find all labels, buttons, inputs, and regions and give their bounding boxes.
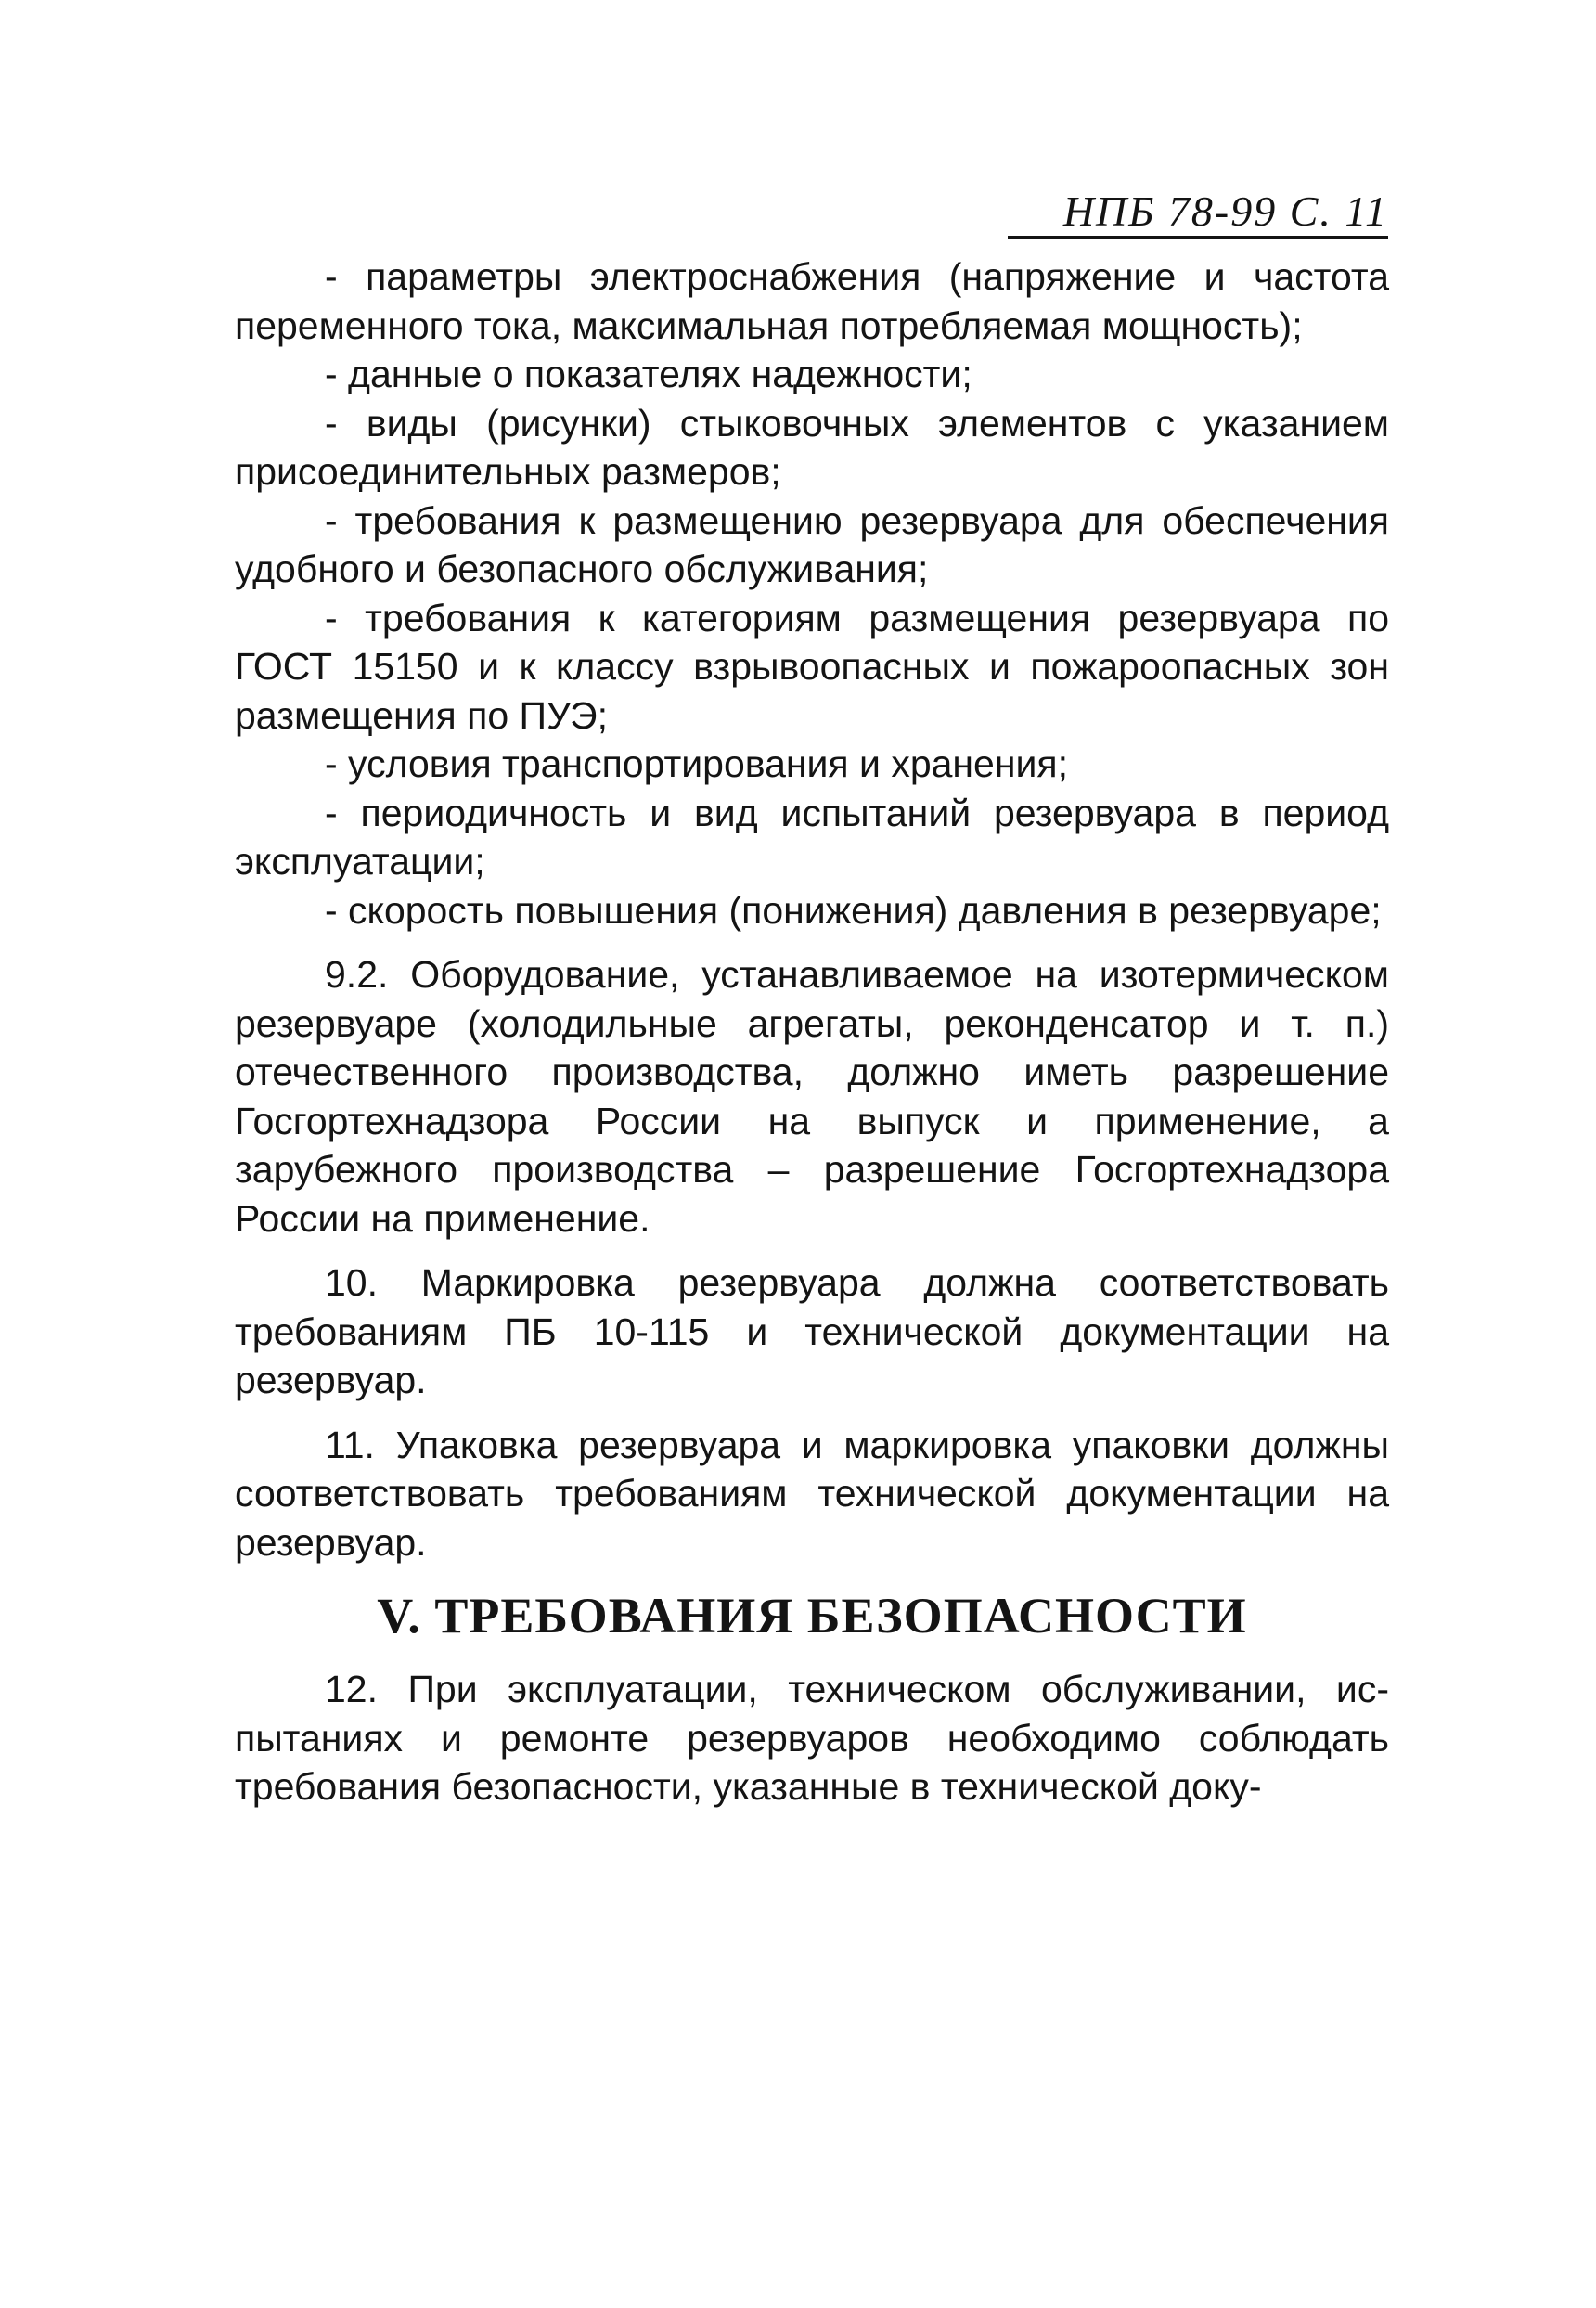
section-heading: V. ТРЕБОВАНИЯ БЕЗОПАСНОСТИ (377, 1588, 1247, 1644)
paragraph-10-marking: 10. Маркировка резервуара должна соответствовать требованиям ПБ 10-115 и технической документации на резервуар. (235, 1261, 1389, 1401)
paragraph-test-periodicity: - периодичность и вид испытаний резервуара в период эксплуатации; (235, 791, 1389, 883)
paragraph-placement-requirements: - требования к размещению резервуара для обеспечения удобного и безопасного обслуживания; (235, 498, 1389, 590)
paragraph-11-packaging: 11. Упаковка резервуара и маркировка упаковки должны соответствовать требованиям технической документации на резервуар. (235, 1423, 1389, 1564)
paragraph-placement-categories: - требования к категориям размещения резервуара по ГОСТ 15150 и к классу взрывоопасных и пожароопасных зон размещения по ПУЭ; (235, 596, 1389, 737)
header-underline (1008, 236, 1388, 239)
paragraph-pressure-rate: - скорость повышения (понижения) давления в резервуаре; (325, 888, 1382, 932)
paragraph-transport-storage: - условия транспортирования и хранения; (325, 742, 1069, 785)
body-text (235, 252, 1389, 1812)
paragraph-power-supply-params: - параметры электроснабжения (напряжение и частота переменного тока, максимальная потребляемая мощность); (235, 255, 1389, 347)
running-header: НПБ 78-99 С. 11 (1062, 187, 1388, 235)
paragraph-9-2-equipment: 9.2. Оборудование, устанавливаемое на изотермическом резервуаре (холодильные агрегаты, реконденсатор и т. п.) отечественного производства, должно иметь разрешение Госгортехнадзора России на выпуск и применение, а зарубежного производства – разрешение Госгортехнадзора России на применение. (235, 953, 1389, 1240)
paragraph-docking-elements: - виды (рисунки) стыковочных элементов с указанием присоединительных размеров; (235, 401, 1389, 493)
paragraph-reliability-data: - данные о показателях надежности; (325, 353, 972, 395)
paragraph-12-safety: 12. При эксплуатации, техническом обслуживании, испытаниях и ремонте резервуаров необходимо соблюдать требования безопасности, указанные в технической доку- (235, 1668, 1389, 1808)
